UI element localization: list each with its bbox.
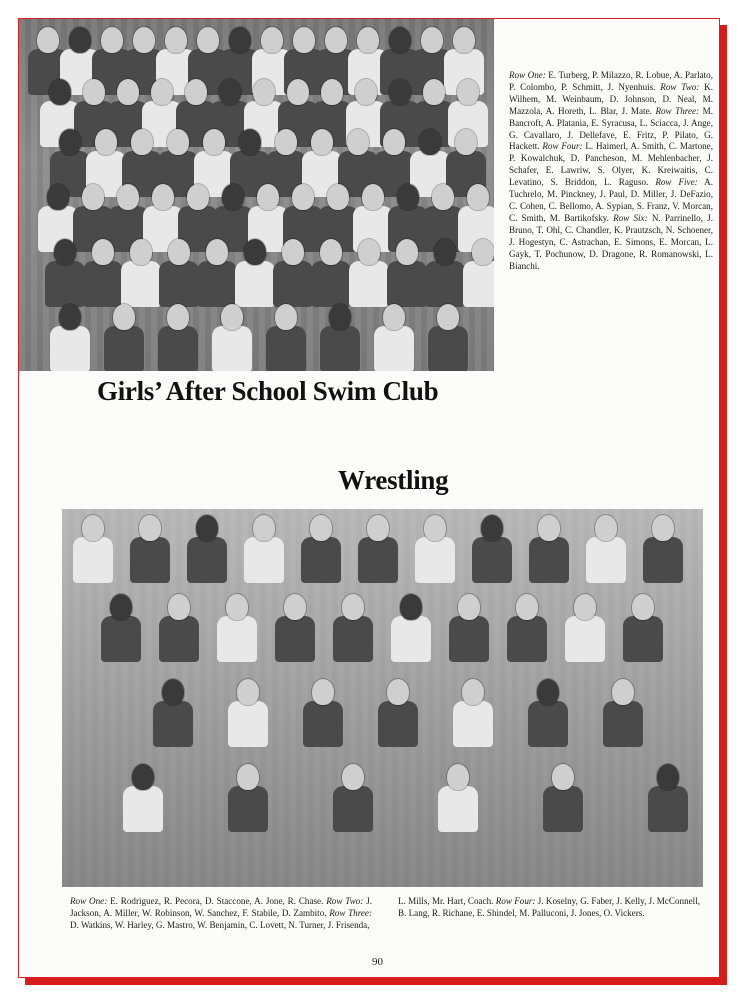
person-head [257,184,279,210]
person-head [69,27,91,53]
person-head [453,27,475,53]
person-head [59,129,81,155]
person-figure [159,616,199,662]
person-figure [387,261,427,307]
person-figure [228,786,268,832]
person-head [101,27,123,53]
person-head [329,304,351,330]
person-figure [301,537,341,583]
person-head [462,679,484,705]
person-head [389,27,411,53]
person-head [355,79,377,105]
swim-r4-names: L. Haimerl, A. Smith, C. Martone, P. Kowalchuk, D. Pancheson, M. Mehlenbacher, J. Schafer, E. Lawriw, S. Olyer, K. Kreiwaitis, C. Levatino, S. Briddon, L. Raguso. [509,141,713,188]
person-head [457,79,479,105]
person-figure [565,616,605,662]
person-head [342,594,364,620]
wrestling-team-photo [62,509,703,887]
person-figure [45,261,85,307]
person-figure [507,616,547,662]
person-head [221,304,243,330]
person-head [284,594,306,620]
person-head [537,679,559,705]
person-head [357,27,379,53]
person-head [187,184,209,210]
person-head [196,515,218,541]
person-figure [73,537,113,583]
person-figure [425,261,465,307]
wr-cont-names: L. Mills, Mr. Hart, Coach. [398,896,496,906]
swim-r1-names: E. Turberg, P. Milazzo, R. Lobue, A. Parlato, P. Colombo, P. Schmitt, J. Nyenhuis. [509,70,713,92]
person-head [222,184,244,210]
person-head [347,129,369,155]
person-head [117,184,139,210]
person-head [203,129,225,155]
person-head [362,184,384,210]
person-head [275,129,297,155]
swim-r6-label: Row Six: [613,212,648,223]
wrestling-title: Wrestling [338,465,449,495]
person-head [467,184,489,210]
person-head [219,79,241,105]
person-head [447,764,469,790]
swim-r4-label: Row Four: [542,141,583,152]
person-head [293,27,315,53]
person-figure [130,537,170,583]
person-figure [543,786,583,832]
person-figure [275,616,315,662]
person-head [321,79,343,105]
person-head [253,515,275,541]
person-head [552,764,574,790]
swim-r2-label: Row Two: [660,81,700,92]
person-figure [529,537,569,583]
person-figure [187,537,227,583]
person-head [327,184,349,210]
wr-r2-names: J. Jackson, A. Miller, W. Robinson, W. Sanchez, F. Stabile, D. Zambito. [70,896,373,918]
person-head [287,79,309,105]
person-figure [244,537,284,583]
person-figure [104,326,144,371]
wr-r4-names: J. Koselny, G. Faber, J. Kelly, J. McConnell, B. Lang, R. Richane, E. Shindel, M. Palluconi, J. Jones, O. Vickers. [398,896,701,918]
person-head [185,79,207,105]
swim-club-caption [509,70,713,272]
person-figure [648,786,688,832]
person-head [421,27,443,53]
person-head [244,239,266,265]
person-figure [643,537,683,583]
person-head [312,679,334,705]
person-head [110,594,132,620]
person-head [197,27,219,53]
person-head [237,764,259,790]
person-head [419,129,441,155]
person-head [152,184,174,210]
person-head [83,79,105,105]
person-head [424,515,446,541]
person-figure [603,701,643,747]
person-figure [311,261,351,307]
wrestling-caption-left [70,896,372,932]
person-head [574,594,596,620]
person-head [657,764,679,790]
person-figure [266,326,306,371]
person-head [165,27,187,53]
person-figure [50,326,90,371]
person-head [229,27,251,53]
person-figure [438,786,478,832]
person-head [311,129,333,155]
swim-r5-label: Row Five: [655,177,698,188]
swim-club-group-photo [19,19,494,371]
person-head [387,679,409,705]
person-head [113,304,135,330]
person-head [167,129,189,155]
swim-r3-label: Row Three: [655,105,700,116]
wrestling-caption-right [398,896,700,920]
person-head [82,515,104,541]
person-head [538,515,560,541]
person-head [516,594,538,620]
person-head [652,515,674,541]
person-head [130,239,152,265]
person-head [383,129,405,155]
person-figure [235,261,275,307]
person-head [458,594,480,620]
swim-r2-names: K. Wilhem, M. Weinbaum, D. Johnson, D. Neal, M. Mazzola, A. Horeth, L. Blar, J. Mate. [509,81,714,116]
person-figure [415,537,455,583]
person-head [47,184,69,210]
person-figure [391,616,431,662]
wr-r2-label: Row Two: [326,896,364,906]
person-head [367,515,389,541]
person-figure [333,786,373,832]
person-head [612,679,634,705]
person-head [472,239,494,265]
person-figure [528,701,568,747]
person-head [59,304,81,330]
person-figure [378,701,418,747]
person-figure [586,537,626,583]
person-head [632,594,654,620]
person-head [389,79,411,105]
person-figure [101,616,141,662]
person-head [282,239,304,265]
person-head [131,129,153,155]
person-head [275,304,297,330]
person-figure [463,261,494,307]
person-head [320,239,342,265]
person-head [92,239,114,265]
person-head [358,239,380,265]
person-head [168,594,190,620]
person-figure [374,326,414,371]
person-head [253,79,275,105]
page-number: 90 [372,956,383,968]
person-head [95,129,117,155]
person-figure [228,701,268,747]
person-head [342,764,364,790]
wr-r4-label: Row Four: [495,896,536,906]
person-figure [153,701,193,747]
person-head [434,239,456,265]
person-figure [428,326,468,371]
person-head [226,594,248,620]
person-head [49,79,71,105]
person-figure [303,701,343,747]
swim-r1-label: Row One: [509,70,546,80]
person-head [437,304,459,330]
person-head [168,239,190,265]
swim-r3-names: M. Bancroft, A. Platania, E. Syracusa, L. Sciacca, J. Ange, G. Cavallaro, J. Dellefave, E. Fritz, P. Pilato, G. Hackett. [509,105,713,152]
person-head [261,27,283,53]
swim-r6-names: N. Parrinello, J. Bruno, T. Ohl, C. Chandler, K. Prautzsch, N. Schoener, J. Hogestyn, C. Astrachan, E. Simons, E. Morcan, L. Gayk, T. Pochunow, D. Dragone, R. Romanowski, L. Bianchi. [509,212,713,271]
person-figure [449,616,489,662]
wr-r3-names: D. Watkins, W. Harley, G. Mastro, W. Benjamin, C. Lovett, N. Turner, J. Frisenda, [70,919,370,930]
person-figure [212,326,252,371]
person-head [383,304,405,330]
wr-r1-names: E. Rodriguez, R. Pecora, D. Staccone, A. Jone, R. Chase. [107,896,327,906]
person-head [310,515,332,541]
person-figure [121,261,161,307]
person-head [397,184,419,210]
person-figure [472,537,512,583]
swim-club-title: Girls’ After School Swim Club [97,376,439,406]
person-figure [197,261,237,307]
person-figure [158,326,198,371]
person-figure [333,616,373,662]
person-head [117,79,139,105]
person-head [481,515,503,541]
person-head [133,27,155,53]
wr-r1-label: Row One: [70,896,108,906]
person-head [37,27,59,53]
person-head [325,27,347,53]
person-head [132,764,154,790]
person-figure [349,261,389,307]
person-head [237,679,259,705]
person-head [595,515,617,541]
person-head [82,184,104,210]
person-head [162,679,184,705]
person-head [423,79,445,105]
person-head [432,184,454,210]
person-head [167,304,189,330]
person-head [151,79,173,105]
person-head [54,239,76,265]
person-head [206,239,228,265]
person-figure [83,261,123,307]
person-head [239,129,261,155]
person-head [292,184,314,210]
person-figure [159,261,199,307]
person-figure [273,261,313,307]
person-figure [623,616,663,662]
person-head [396,239,418,265]
person-figure [217,616,257,662]
person-head [455,129,477,155]
person-head [139,515,161,541]
person-figure [453,701,493,747]
person-figure [320,326,360,371]
person-figure [123,786,163,832]
wr-r3-label: Row Three: [329,907,372,918]
person-head [400,594,422,620]
person-figure [358,537,398,583]
swim-r5-names: A. Tuchrelo, M. Pinckney, J. Paul, D. Miller, J. DeFazio, C. Cohen, C. Bellomo, A. Sypian, S. Franz, V. Morcan, C. Smith, M. Bartikofsky. [509,177,713,223]
